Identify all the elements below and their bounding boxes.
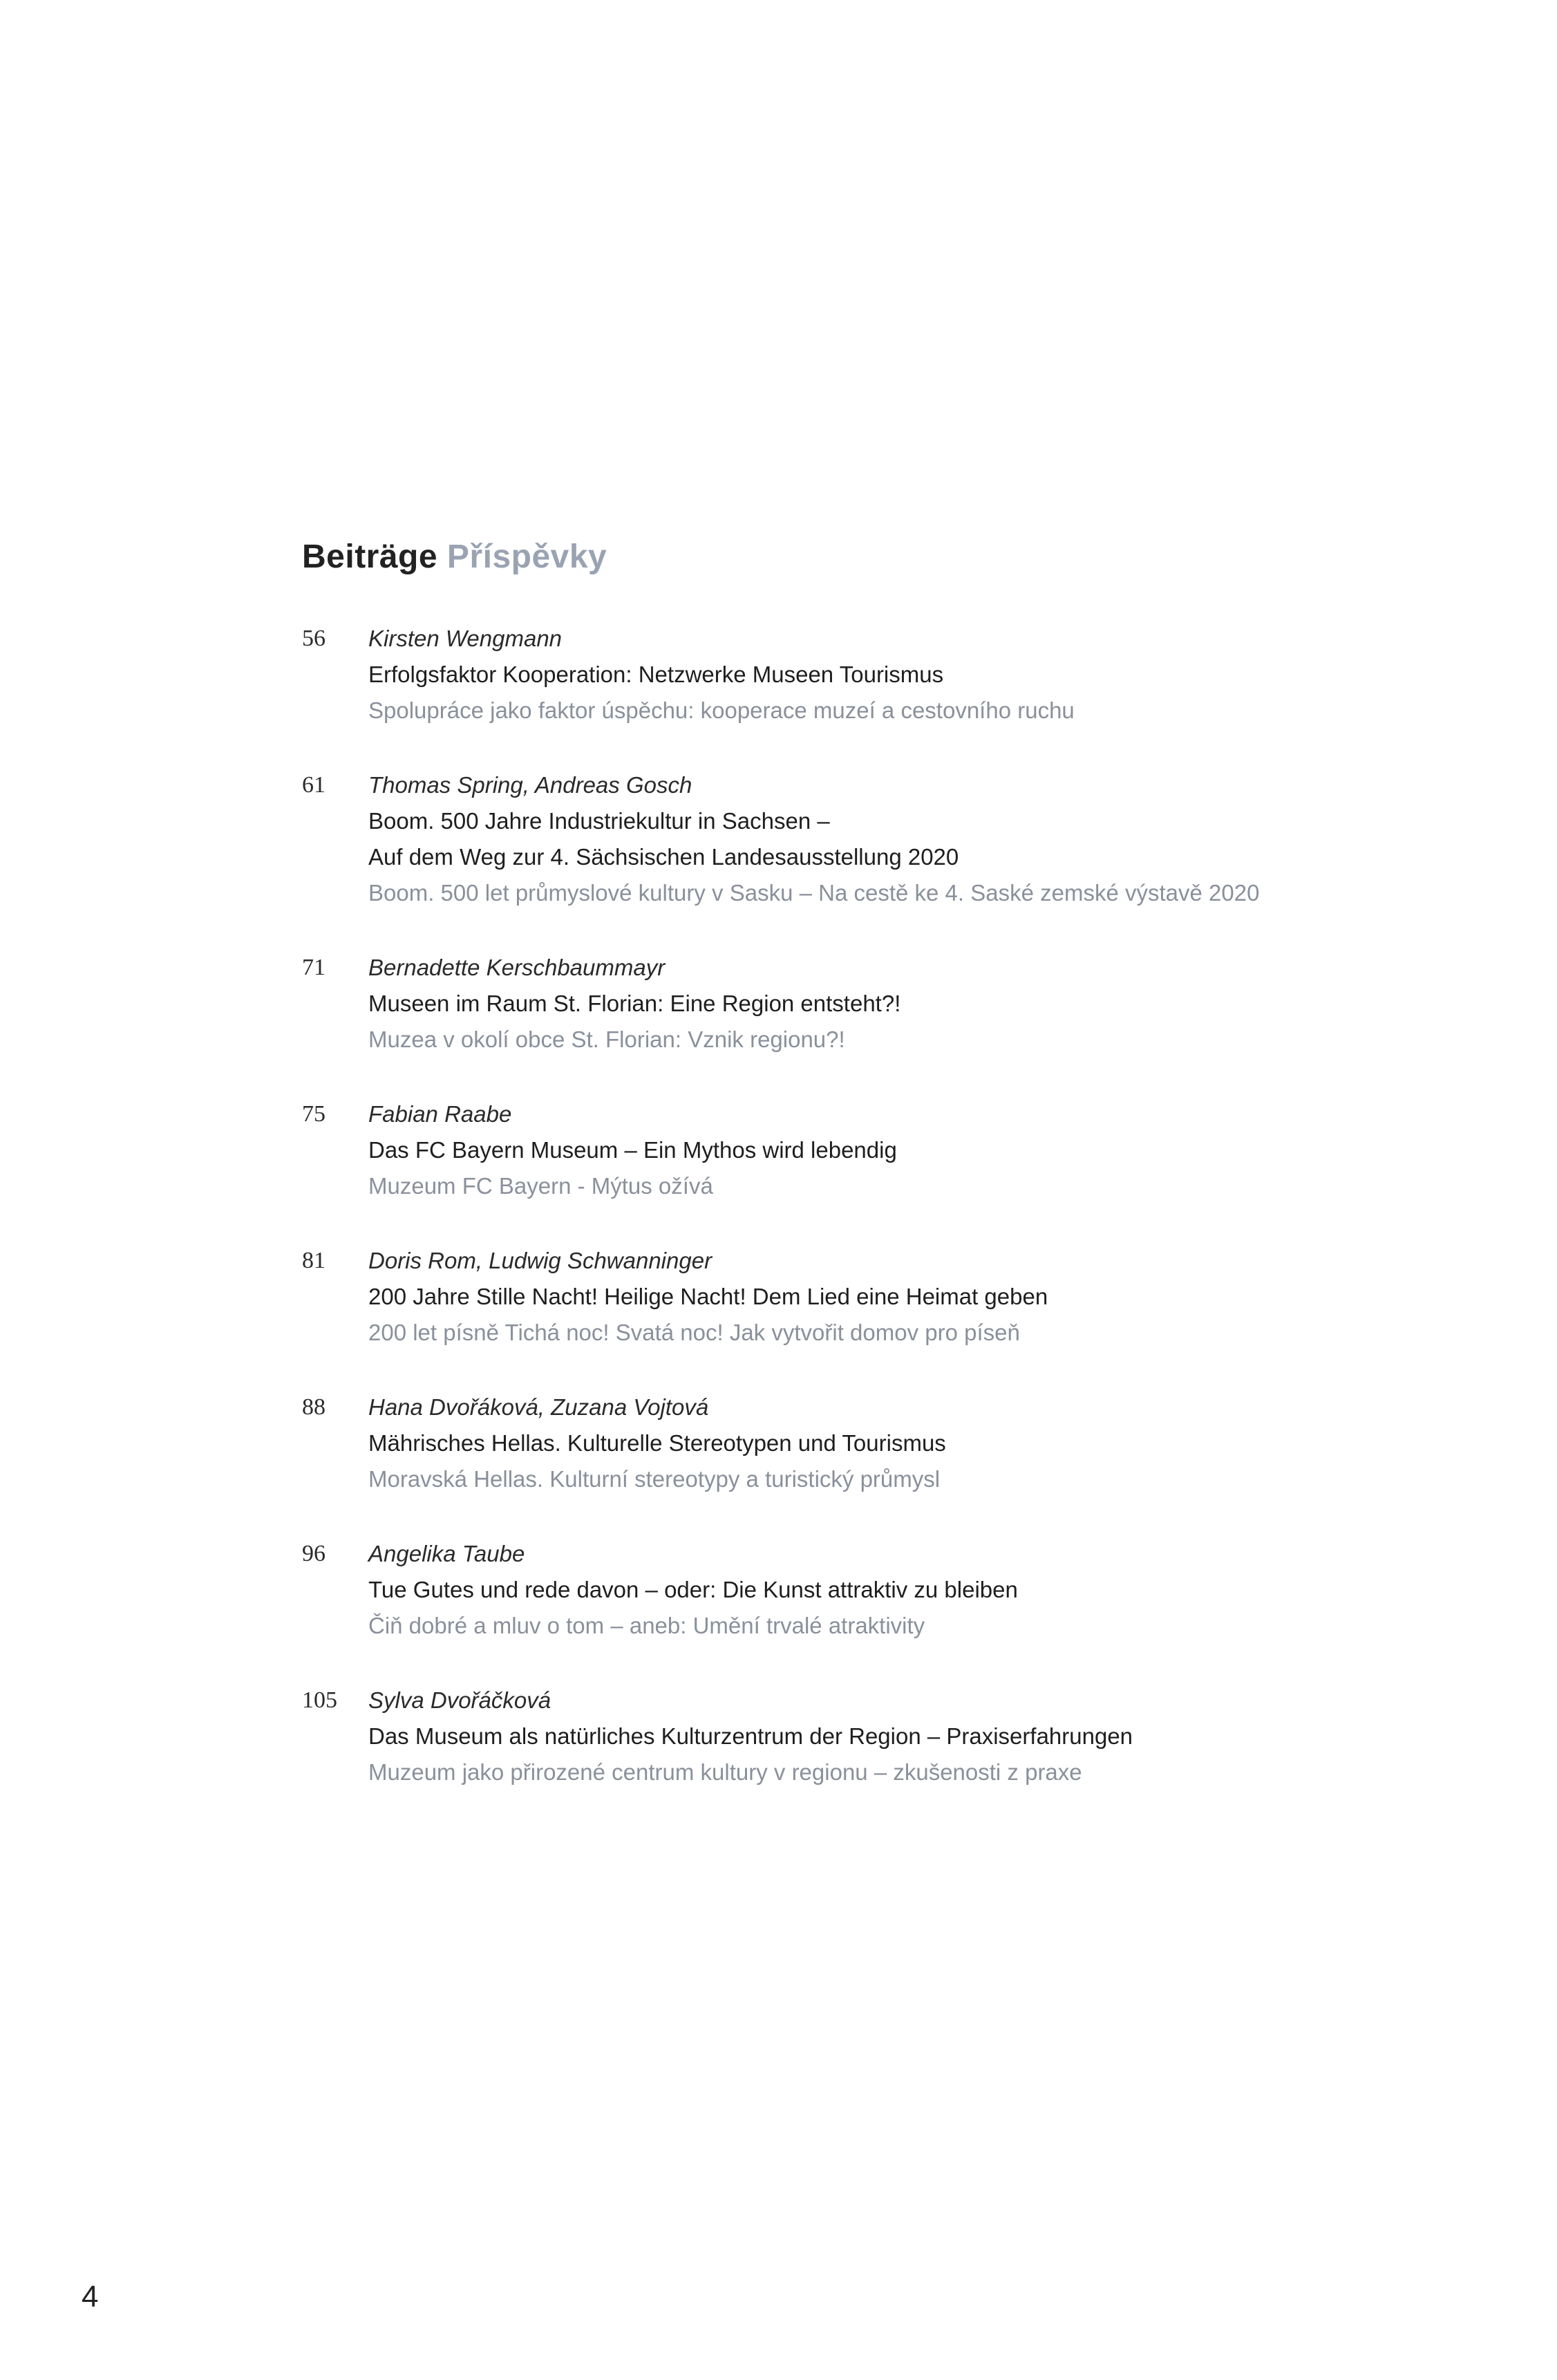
toc-author: Thomas Spring, Andreas Gosch — [368, 772, 692, 798]
toc-title-de: 200 Jahre Stille Nacht! Heilige Nacht! Dem Lied eine Heimat geben — [368, 1284, 1048, 1309]
toc-title-cz: Čiň dobré a mluv o tom – aneb: Umění trvalé atraktivity — [368, 1613, 925, 1638]
toc-author: Doris Rom, Ludwig Schwanninger — [368, 1248, 713, 1273]
toc-page-number: 56 — [302, 626, 325, 651]
toc-title-de: Mährisches Hellas. Kulturelle Stereotypen und Tourismus — [368, 1430, 946, 1456]
toc-title-cz: Muzeum FC Bayern - Mýtus ožívá — [368, 1173, 713, 1199]
toc-title-cz: Moravská Hellas. Kulturní stereotypy a turistický průmysl — [368, 1466, 941, 1492]
toc-entry — [302, 1389, 1477, 1497]
section-heading-cz: Příspěvky — [446, 538, 607, 575]
toc-author: Angelika Taube — [368, 1541, 525, 1566]
page-number: 4 — [82, 2280, 99, 2314]
toc-title-cz: Boom. 500 let průmyslové kultury v Sasku – Na cestě ke 4. Saské zemské výstavě 2020 — [368, 880, 1260, 906]
toc-title-de: Tue Gutes und rede davon – oder: Die Kunst attraktiv zu bleiben — [368, 1577, 1018, 1602]
toc-author: Kirsten Wengmann — [368, 626, 563, 651]
toc-title-cz: Muzeum jako přirozené centrum kultury v regionu – zkušenosti z praxe — [368, 1759, 1082, 1785]
toc-title-de: Das FC Bayern Museum – Ein Mythos wird lebendig — [368, 1137, 897, 1163]
toc-entry — [302, 1243, 1477, 1351]
toc-title-de: Boom. 500 Jahre Industriekultur in Sachsen – — [368, 808, 830, 834]
toc-page-number: 61 — [302, 772, 325, 798]
section-heading — [302, 538, 607, 576]
toc-page-number: 75 — [302, 1101, 325, 1127]
toc-entry — [302, 950, 1477, 1058]
toc-page-number: 81 — [302, 1248, 325, 1273]
toc-author: Bernadette Kerschbaummayr — [368, 955, 666, 980]
toc-entry — [302, 621, 1477, 729]
toc-entry — [302, 767, 1477, 911]
toc-author: Hana Dvořáková, Zuzana Vojtová — [368, 1394, 709, 1420]
toc-title-de: Auf dem Weg zur 4. Sächsischen Landesausstellung 2020 — [368, 844, 959, 870]
toc-entry — [302, 1683, 1477, 1790]
toc-title-de: Erfolgsfaktor Kooperation: Netzwerke Museen Tourismus — [368, 662, 944, 687]
toc-page-number: 96 — [302, 1541, 325, 1566]
toc-page-number: 105 — [302, 1687, 337, 1713]
toc-title-de: Das Museum als natürliches Kulturzentrum der Region – Praxiserfahrungen — [368, 1723, 1133, 1749]
toc-entry — [302, 1096, 1477, 1204]
toc-title-cz: Spolupráce jako faktor úspěchu: kooperace muzeí a cestovního ruchu — [368, 697, 1075, 723]
toc-page-number: 88 — [302, 1394, 325, 1420]
table-of-contents — [302, 621, 1477, 1829]
toc-title-cz: 200 let písně Tichá noc! Svatá noc! Jak vytvořit domov pro píseň — [368, 1320, 1020, 1345]
section-heading-de: Beiträge — [302, 538, 438, 575]
toc-page-number: 71 — [302, 955, 325, 980]
toc-title-de: Museen im Raum St. Florian: Eine Region entsteht?! — [368, 991, 901, 1016]
toc-title-cz: Muzea v okolí obce St. Florian: Vznik regionu?! — [368, 1027, 845, 1052]
toc-entry — [302, 1536, 1477, 1644]
toc-author: Sylva Dvořáčková — [368, 1687, 551, 1713]
toc-author: Fabian Raabe — [368, 1101, 512, 1127]
